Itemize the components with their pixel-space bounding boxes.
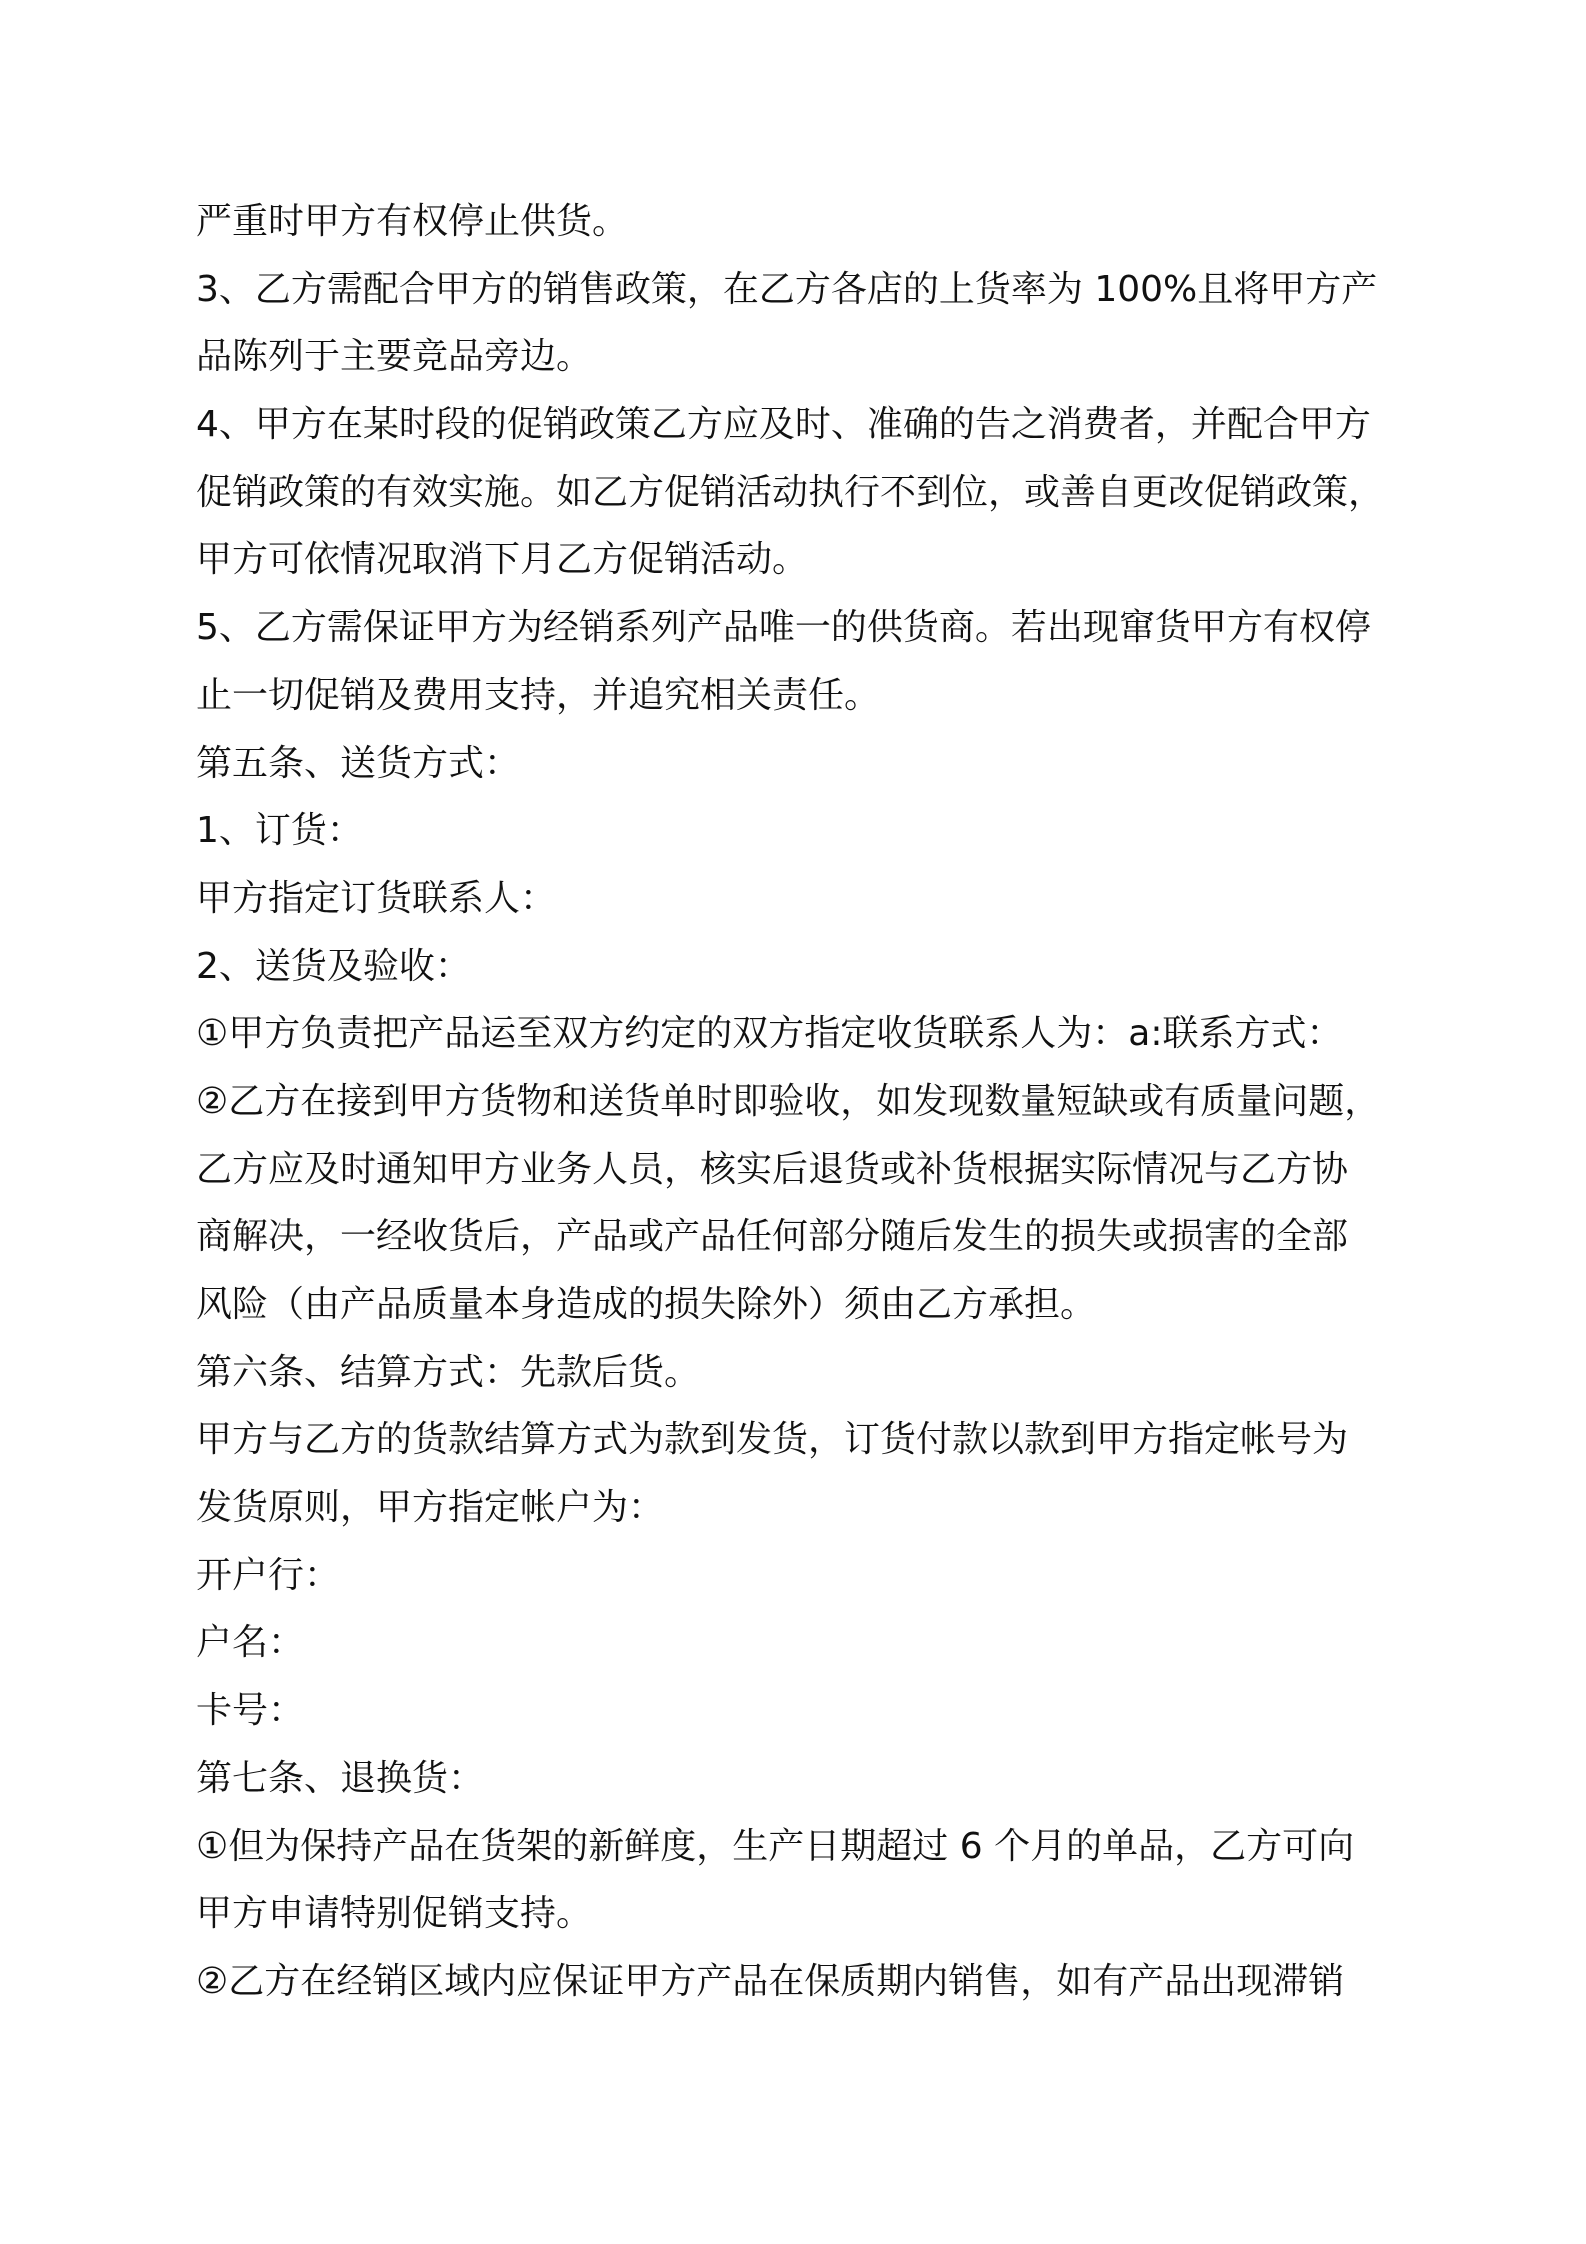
section-heading: 第七条、退换货： xyxy=(196,1757,485,1799)
text-line: 2、送货及验收： xyxy=(196,945,471,987)
text-line: 开户行： xyxy=(196,1554,341,1596)
text-line: 4、甲方在某时段的促销政策乙方应及时、准确的告之消费者，并配合甲方 xyxy=(196,404,1371,446)
text-line: 甲方指定订货联系人： xyxy=(196,877,557,919)
text-line: 风险（由产品质量本身造成的损失除外）须由乙方承担。 xyxy=(196,1284,1097,1325)
text-line: 卡号： xyxy=(196,1690,305,1732)
text-line: ②乙方在经销区域内应保证甲方产品在保质期内销售，如有产品出现滞销 xyxy=(196,1960,1345,2002)
text-line: 品陈列于主要竞品旁边。 xyxy=(196,336,593,378)
text-line: 商解决，一经收货后，产品或产品任何部分随后发生的损失或损害的全部 xyxy=(196,1216,1349,1258)
text-line: ②乙方在接到甲方货物和送货单时即验收，如发现数量短缺或有质量问题， xyxy=(196,1080,1381,1122)
text-line: 5、乙方需保证甲方为经销系列产品唯一的供货商。若出现窜货甲方有权停 xyxy=(196,607,1371,649)
text-line: 甲方与乙方的货款结算方式为款到发货，订货付款以款到甲方指定帐号为 xyxy=(196,1419,1349,1461)
text-line: 3、乙方需配合甲方的销售政策，在乙方各店的上货率为 100%且将甲方产 xyxy=(196,268,1378,310)
text-line: 促销政策的有效实施。如乙方促销活动执行不到位，或善自更改促销政策， xyxy=(196,471,1385,513)
text-line: 户名： xyxy=(196,1622,305,1664)
text-line: 发货原则，甲方指定帐户为： xyxy=(196,1487,665,1529)
text-line: 乙方应及时通知甲方业务人员，核实后退货或补货根据实际情况与乙方协 xyxy=(196,1148,1349,1190)
text-line: 止一切促销及费用支持，并追究相关责任。 xyxy=(196,674,881,716)
section-heading: 第五条、送货方式： xyxy=(196,742,521,784)
text-line: 严重时甲方有权停止供货。 xyxy=(196,201,629,242)
text-line: 甲方申请特别促销支持。 xyxy=(196,1893,593,1935)
text-line: 1、订货： xyxy=(196,810,363,852)
text-line: 甲方可依情况取消下月乙方促销活动。 xyxy=(196,539,809,581)
document-body xyxy=(196,188,1416,2016)
text-line: ①但为保持产品在货架的新鲜度，生产日期超过 6 个月的单品，乙方可向 xyxy=(196,1825,1355,1867)
section-heading: 第六条、结算方式：先款后货。 xyxy=(196,1351,701,1393)
text-line: ①甲方负责把产品运至双方约定的双方指定收货联系人为：a:联系方式： xyxy=(196,1013,1343,1055)
